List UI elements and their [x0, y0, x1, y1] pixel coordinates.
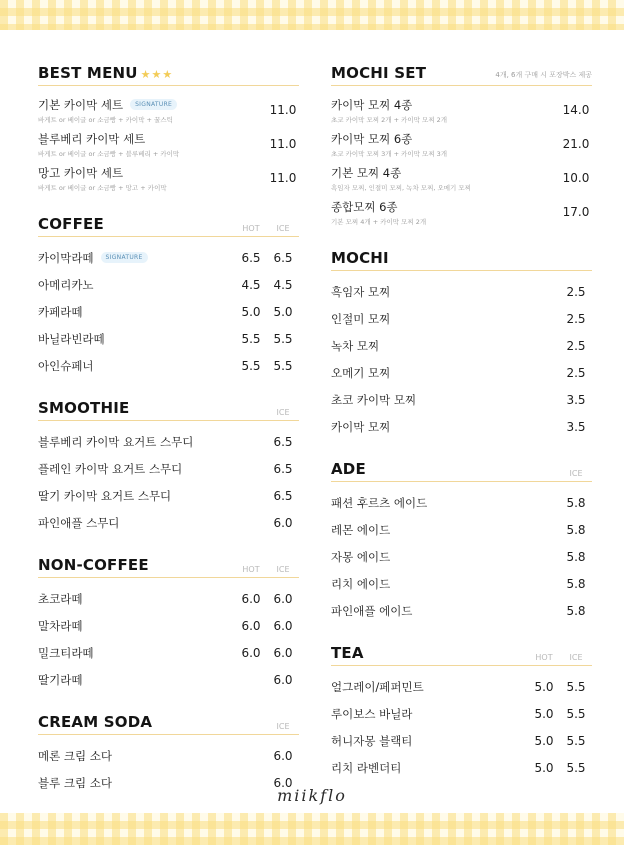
menu-item-name-line — [331, 549, 560, 565]
section-title-text: MOCHI — [331, 249, 389, 267]
menu-item-name: 허니자몽 블랙티 — [331, 733, 413, 748]
menu-item-name-wrap — [331, 706, 528, 722]
menu-section — [331, 634, 592, 781]
section-gap — [38, 195, 299, 205]
menu-item-price: 6.0 — [273, 748, 293, 763]
menu-item-name: 종합모찌 6종 — [331, 199, 398, 214]
menu-section — [38, 703, 299, 796]
section-gap — [38, 693, 299, 703]
menu-item-name: 기본 모찌 4종 — [331, 165, 402, 180]
menu-item-name-line — [38, 131, 267, 147]
menu-item-name: 기본 카이막 세트 — [38, 97, 124, 112]
menu-item-name: 인절미 모찌 — [331, 311, 391, 326]
section-header — [331, 54, 592, 86]
menu-item — [331, 570, 592, 597]
section-header — [331, 239, 592, 271]
menu-item-price: 2.5 — [566, 365, 586, 380]
menu-item — [331, 386, 592, 413]
section-title — [38, 64, 299, 82]
menu-item-price: 6.5 — [273, 461, 293, 476]
menu-item-name: 카이막라떼 — [38, 250, 94, 265]
column-label-ice: ICE — [276, 408, 290, 417]
section-title-text: COFFEE — [38, 215, 104, 233]
menu-item-name-wrap — [38, 672, 235, 688]
menu-item — [331, 543, 592, 570]
menu-item-price: 2.5 — [566, 284, 586, 299]
menu-item-name-line — [331, 338, 560, 354]
section-header — [38, 54, 299, 86]
menu-item-name-wrap — [331, 165, 560, 192]
menu-item-name-line — [331, 603, 560, 619]
menu-item-name-wrap — [331, 338, 560, 354]
menu-item-price: 5.0 — [273, 304, 293, 319]
menu-item-name: 녹차 모찌 — [331, 338, 380, 353]
menu-item-name-wrap — [38, 165, 267, 192]
menu-item-name-wrap — [38, 618, 235, 634]
menu-section — [331, 54, 592, 229]
menu-item-name-line — [38, 645, 235, 661]
menu-item — [38, 742, 299, 769]
menu-item-name: 리치 라벤더티 — [331, 760, 402, 775]
menu-item — [38, 271, 299, 298]
menu-item-name-line — [38, 434, 267, 450]
menu-item-name-wrap — [331, 679, 528, 695]
section-title-text: MOCHI SET — [331, 64, 427, 82]
menu-item-description: 흑임자 모찌, 인절미 모찌, 녹차 모찌, 오메기 모찌 — [331, 183, 471, 192]
menu-item-price: 6.0 — [241, 645, 261, 660]
menu-item-name: 카이막 모찌 4종 — [331, 97, 413, 112]
menu-item-price: 5.8 — [566, 549, 586, 564]
menu-item-name-wrap — [38, 277, 235, 293]
menu-item-name-line — [38, 304, 235, 320]
menu-item-price: 5.5 — [566, 679, 586, 694]
gingham-bottom-border — [0, 813, 624, 845]
section-title — [38, 713, 267, 731]
menu-section — [331, 239, 592, 440]
menu-item-name-wrap — [38, 434, 267, 450]
menu-item-name-line — [38, 358, 235, 374]
menu-item-name-line — [38, 591, 235, 607]
menu-item-price: 6.5 — [273, 250, 293, 265]
menu-item — [331, 332, 592, 359]
menu-item-price: 5.8 — [566, 495, 586, 510]
menu-item-name-wrap — [331, 576, 560, 592]
menu-item-name: 딸기라떼 — [38, 672, 83, 687]
menu-item-name-line — [331, 131, 560, 147]
menu-item-price: 11.0 — [269, 171, 297, 185]
menu-item-price: 6.0 — [273, 645, 293, 660]
menu-item-name: 흑임자 모찌 — [331, 284, 391, 299]
menu-item-name: 카페라떼 — [38, 304, 83, 319]
menu-item-price: 21.0 — [562, 137, 590, 151]
menu-item-name-line — [331, 284, 560, 300]
menu-item — [38, 161, 299, 195]
menu-item-name: 파인애플 에이드 — [331, 603, 413, 618]
column-label-hot: HOT — [535, 653, 553, 662]
menu-item-description: 기본 모찌 4개 + 카이막 모찌 2개 — [331, 217, 427, 226]
menu-item-name-wrap — [331, 522, 560, 538]
menu-item-name-wrap — [331, 392, 560, 408]
menu-item — [331, 673, 592, 700]
menu-item-name: 아인슈페너 — [38, 358, 94, 373]
menu-item-name-line — [38, 748, 267, 764]
section-header — [38, 389, 299, 421]
menu-item-price: 5.5 — [273, 331, 293, 346]
menu-item-price: 6.0 — [241, 591, 261, 606]
menu-item-name: 아메리카노 — [38, 277, 94, 292]
section-gap — [331, 440, 592, 450]
menu-item-description: 바게트 or 베이글 or 소금빵 + 블루베리 + 카이막 — [38, 149, 180, 158]
menu-item-name: 자몽 에이드 — [331, 549, 391, 564]
menu-item — [38, 127, 299, 161]
menu-item-price: 5.5 — [566, 733, 586, 748]
menu-item-name-wrap — [38, 97, 267, 124]
menu-item-name: 카이막 모찌 6종 — [331, 131, 413, 146]
menu-item-price: 5.0 — [241, 304, 261, 319]
menu-item-price: 3.5 — [566, 419, 586, 434]
menu-item-name-line — [331, 760, 528, 776]
menu-item-name-line — [331, 706, 528, 722]
menu-item-name: 레몬 에이드 — [331, 522, 391, 537]
menu-item-name-wrap — [38, 461, 267, 477]
menu-item-price: 6.5 — [273, 488, 293, 503]
menu-item — [331, 305, 592, 332]
menu-item — [331, 161, 592, 195]
menu-item-name-wrap — [38, 358, 235, 374]
column-label-hot: HOT — [242, 565, 260, 574]
menu-item — [331, 727, 592, 754]
menu-item-price: 10.0 — [562, 171, 590, 185]
section-title-text: BEST MENU — [38, 64, 138, 82]
menu-item — [38, 612, 299, 639]
menu-item-name-wrap — [38, 131, 267, 158]
menu-item-name-line — [38, 488, 267, 504]
menu-item — [331, 93, 592, 127]
menu-item-price: 6.0 — [273, 618, 293, 633]
menu-item — [38, 639, 299, 666]
menu-item-price: 6.0 — [273, 515, 293, 530]
menu-item-name-line — [331, 311, 560, 327]
menu-item-name-line — [38, 250, 235, 266]
menu-item-name-line — [331, 199, 560, 215]
menu-item-name: 블루베리 카이막 요거트 스무디 — [38, 434, 194, 449]
menu-item-name-wrap — [331, 603, 560, 619]
menu-item-price: 6.0 — [273, 672, 293, 687]
menu-item — [38, 298, 299, 325]
menu-item-name-wrap — [38, 748, 267, 764]
menu-item-name-wrap — [331, 311, 560, 327]
section-header — [331, 450, 592, 482]
menu-item-name-line — [38, 165, 267, 181]
menu-item-name: 루이보스 바닐라 — [331, 706, 413, 721]
menu-section — [331, 450, 592, 624]
menu-item-name-wrap — [331, 760, 528, 776]
menu-item-price: 5.5 — [566, 706, 586, 721]
section-gap — [331, 624, 592, 634]
menu-item-name-line — [38, 515, 267, 531]
menu-item-name-line — [38, 618, 235, 634]
menu-item — [331, 597, 592, 624]
menu-item-price: 5.5 — [241, 358, 261, 373]
menu-item-name-line — [38, 97, 267, 113]
menu-item-name: 메론 크림 소다 — [38, 748, 112, 763]
menu-item-name-wrap — [38, 331, 235, 347]
menu-item — [331, 413, 592, 440]
menu-item-name: 리치 에이드 — [331, 576, 391, 591]
menu-item-name: 망고 카이막 세트 — [38, 165, 124, 180]
menu-item-price: 11.0 — [269, 137, 297, 151]
menu-item-price: 6.0 — [241, 618, 261, 633]
section-title-text: ADE — [331, 460, 366, 478]
menu-item — [331, 359, 592, 386]
section-title — [331, 644, 528, 662]
section-gap — [331, 229, 592, 239]
star-icons: ★★★ — [140, 68, 174, 81]
menu-item-price: 17.0 — [562, 205, 590, 219]
menu-item-price: 5.8 — [566, 603, 586, 618]
menu-item-price: 4.5 — [273, 277, 293, 292]
menu-item-name: 딸기 카이막 요거트 스무디 — [38, 488, 172, 503]
menu-item-name-line — [38, 461, 267, 477]
menu-item-name-wrap — [331, 495, 560, 511]
brand-logo: miikflo — [277, 786, 347, 805]
menu-item-price: 11.0 — [269, 103, 297, 117]
menu-item-name-line — [331, 733, 528, 749]
menu-item-description: 바게트 or 베이글 or 소금빵 + 카이막 + 꿀스틱 — [38, 115, 173, 124]
section-title-text: NON-COFFEE — [38, 556, 149, 574]
menu-item-name-line — [38, 672, 235, 688]
menu-item-name: 초코 카이막 모찌 — [331, 392, 417, 407]
menu-item — [38, 585, 299, 612]
menu-item-name-wrap — [331, 365, 560, 381]
menu-item-name: 초코라떼 — [38, 591, 83, 606]
menu-item-name-line — [331, 392, 560, 408]
menu-item-name-wrap — [331, 284, 560, 300]
menu-item-price: 5.8 — [566, 522, 586, 537]
menu-item — [331, 516, 592, 543]
column-label-ice: ICE — [569, 653, 583, 662]
menu-item-name: 카이막 모찌 — [331, 419, 391, 434]
menu-item-name-wrap — [331, 131, 560, 158]
section-gap — [38, 536, 299, 546]
menu-item — [38, 455, 299, 482]
menu-item-name-line — [331, 495, 560, 511]
menu-item-name-line — [38, 277, 235, 293]
menu-item — [331, 754, 592, 781]
section-header — [38, 703, 299, 735]
menu-item-name-wrap — [331, 199, 560, 226]
menu-section — [38, 54, 299, 195]
section-gap — [38, 379, 299, 389]
menu-item-name-wrap — [38, 645, 235, 661]
menu-item — [38, 352, 299, 379]
menu-item-name-wrap — [331, 419, 560, 435]
section-header — [38, 546, 299, 578]
menu-item-name: 블루 크림 소다 — [38, 775, 112, 790]
menu-section — [38, 546, 299, 693]
menu-item-price: 5.5 — [241, 331, 261, 346]
signature-badge: SIGNATURE — [130, 99, 177, 110]
menu-item-price: 5.5 — [273, 358, 293, 373]
menu-item-price: 6.5 — [241, 250, 261, 265]
menu-item-name-wrap — [331, 549, 560, 565]
menu-item-name-wrap — [38, 488, 267, 504]
column-label-ice: ICE — [276, 722, 290, 731]
section-title-text: TEA — [331, 644, 364, 662]
menu-item-description: 초코 카이막 모찌 3개 + 카이막 모찌 3개 — [331, 149, 448, 158]
menu-item-name-line — [331, 679, 528, 695]
menu-item-price: 6.0 — [273, 775, 293, 790]
section-title — [331, 249, 592, 267]
menu-item-name-line — [331, 165, 560, 181]
menu-section — [38, 389, 299, 536]
menu-item-price: 2.5 — [566, 338, 586, 353]
menu-item-name-line — [331, 365, 560, 381]
menu-item-name-wrap — [38, 304, 235, 320]
menu-item — [331, 489, 592, 516]
menu-item-price: 6.0 — [273, 591, 293, 606]
section-title — [331, 460, 560, 478]
section-title — [331, 64, 495, 82]
menu-item — [331, 278, 592, 305]
menu-item-name-wrap — [331, 733, 528, 749]
menu-item-name: 얼그레이/페퍼민트 — [331, 679, 424, 694]
menu-item — [38, 482, 299, 509]
section-header — [331, 634, 592, 666]
menu-item-name-line — [331, 522, 560, 538]
menu-item-price: 2.5 — [566, 311, 586, 326]
menu-item — [331, 127, 592, 161]
menu-item-name-wrap — [38, 591, 235, 607]
menu-item-description: 바게트 or 베이글 or 소금빵 + 망고 + 카이막 — [38, 183, 167, 192]
menu-item-name: 플레인 카이막 요거트 스무디 — [38, 461, 183, 476]
menu-item-name-wrap — [38, 515, 267, 531]
section-header — [38, 205, 299, 237]
menu-item-name-wrap — [331, 97, 560, 124]
menu-item-name: 블루베리 카이막 세트 — [38, 131, 146, 146]
menu-item — [331, 195, 592, 229]
column-label-hot: HOT — [242, 224, 260, 233]
menu-item-name-line — [331, 97, 560, 113]
menu-item — [38, 509, 299, 536]
menu-item-price: 6.5 — [273, 434, 293, 449]
section-note: 4개, 6개 구매 시 포장박스 제공 — [495, 71, 592, 79]
menu-item-price: 14.0 — [562, 103, 590, 117]
menu-right-column — [331, 54, 592, 781]
menu-item — [331, 700, 592, 727]
menu-item-name-line — [38, 331, 235, 347]
section-title-text: CREAM SODA — [38, 713, 153, 731]
menu-item-price: 5.5 — [566, 760, 586, 775]
menu-section — [38, 205, 299, 379]
menu-item — [38, 93, 299, 127]
menu-item-name: 패션 후르츠 에이드 — [331, 495, 428, 510]
menu-item-price: 5.8 — [566, 576, 586, 591]
menu-item-price: 3.5 — [566, 392, 586, 407]
menu-item-name: 오메기 모찌 — [331, 365, 391, 380]
menu-item — [38, 666, 299, 693]
menu-item — [38, 325, 299, 352]
menu-item-name: 바닐라빈라떼 — [38, 331, 105, 346]
section-title-text: SMOOTHIE — [38, 399, 130, 417]
menu-item-price: 5.0 — [534, 679, 554, 694]
menu-item-name-line — [331, 419, 560, 435]
menu-item-name-line — [331, 576, 560, 592]
menu-item-name-wrap — [38, 250, 235, 266]
signature-badge: SIGNATURE — [101, 252, 148, 263]
menu-item-description: 초코 카이막 모찌 2개 + 카이막 모찌 2개 — [331, 115, 448, 124]
section-title — [38, 399, 267, 417]
menu-item-name: 파인애플 스무디 — [38, 515, 120, 530]
column-label-ice: ICE — [276, 224, 290, 233]
section-title — [38, 556, 235, 574]
menu-item — [38, 428, 299, 455]
menu-item — [38, 244, 299, 271]
menu-item-price: 5.0 — [534, 760, 554, 775]
menu-left-column — [38, 54, 299, 796]
menu-item-price: 5.0 — [534, 706, 554, 721]
column-label-ice: ICE — [569, 469, 583, 478]
column-label-ice: ICE — [276, 565, 290, 574]
menu-item-price: 5.0 — [534, 733, 554, 748]
menu-item-name: 밀크티라떼 — [38, 645, 94, 660]
menu-item-price: 4.5 — [241, 277, 261, 292]
gingham-top-border — [0, 0, 624, 30]
section-title — [38, 215, 235, 233]
menu-item-name: 말차라떼 — [38, 618, 83, 633]
